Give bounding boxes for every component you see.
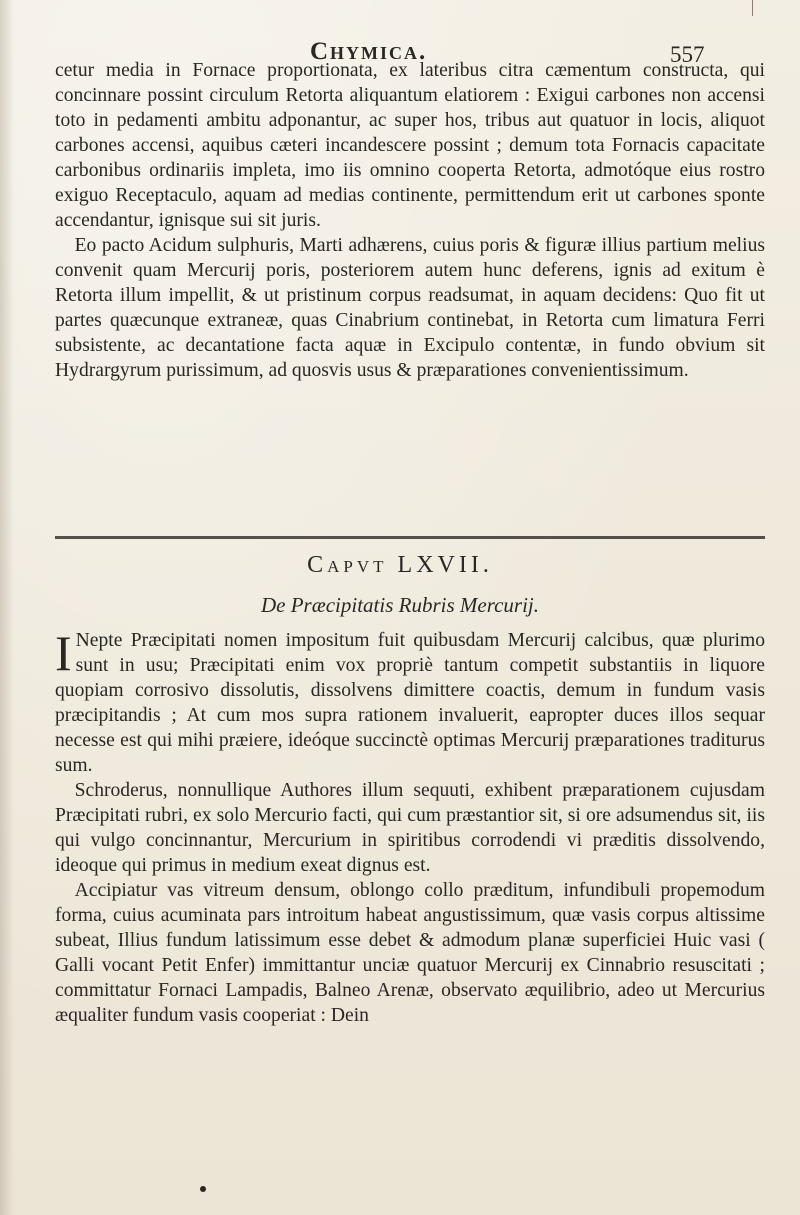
chapter-subtitle: De Præcipitatis Rubris Mercurij. [260,593,540,617]
paragraph: cetur media in Fornace proportionata, ex lateribus citra cæmentum constructa, qui concinnare possint circulum Retorta aliquantum elatiorem : Exigui carbones non accensi toto in pedamenti ambitu adponantur, ac super hos, tribus aut quatuor in locis, aliquot carbones accensi, aquibus cæteri incandescere possint ; demum tota Fornacis capacitate carbonibus ordinariis impleta, imo iis omnino cooperta Retorta, admotóque eius rostro exiguo Receptaculo, aquam ad medias continente, permittendum erit ut carbones sponte accendantur, ignisque sui sit juris. [55,60,765,231]
section-rule [55,536,765,539]
opening-paragraph-text: Nepte Præcipitati nomen impositum fuit quibusdam Mercurij calcibus, quæ plurimo sunt in usu; Præcipitati enim vox propriè tantum competit substantiis in liquore quopiam corrosivo dissolutis, dissolvens dimittere coactis, demum in fundum vasis præcipitandis ; At cum mos supra rationem invaluerit, eapropter duces illos sequar necesse est qui mihi præiere, ideóque succinctè optimas Mercurij præparationes traditurus sum. [55,630,765,776]
drop-cap: I [55,625,72,681]
ink-spot [200,1186,206,1192]
chapter-heading: Capvt LXVII. [307,552,493,578]
running-head: Chymica. [310,38,428,65]
text-block-chapter [55,625,765,1028]
page-edge-mark [752,0,753,16]
paragraph: Eo pacto Acidum sulphuris, Marti adhærens, cuius poris & figuræ illius partium melius convenit quam Mercurij poris, posteriorem autem hunc deferens, ignis ad exitum è Retorta illum impellit, & ut pristinum corpus readsumat, in aquam decidens: Quo fit ut partes quæcunque extraneæ, quas Cinabrium continebat, in Retorta cum limatura Ferri subsistente, ac decantatione facta aquæ in Excipulo contentæ, in fundo obvium sit Hydrargyrum purissimum, ad quosvis usus & præparationes convenientissimum. [55,235,765,381]
opening-paragraph [55,625,765,778]
paragraph: Schroderus, nonnullique Authores illum sequuti, exhibent præparationem cujusdam Præcipitati rubri, ex solo Mercurio facti, qui cum præstantior sit, si ore adsumendus sit, iis qui vulgo concinnantur, Mercurium in spiritibus corrodendi vi præditis dissolvendo, ideoque qui primus in medium exeat dignus est. [55,780,765,876]
paragraph: Accipiatur vas vitreum densum, oblongo collo præditum, infundibuli propemodum forma, cuius acuminata pars introitum habeat angustissimum, quæ vasis corpus altissime subeat, Illius fundum latissimum esse debet & admodum planæ superficiei Huic vasi ( Galli vocant Petit Enfer) immittantur unciæ quatuor Mercurij ex Cinnabrio resuscitati ; committatur Fornaci Lampadis, Balneo Arenæ, observato æquilibrio, adeo ut Mercurius æqualiter fundum vasis cooperiat : Dein [55,880,765,1026]
text-block-top [55,58,765,383]
page-number: 557 [670,42,705,67]
